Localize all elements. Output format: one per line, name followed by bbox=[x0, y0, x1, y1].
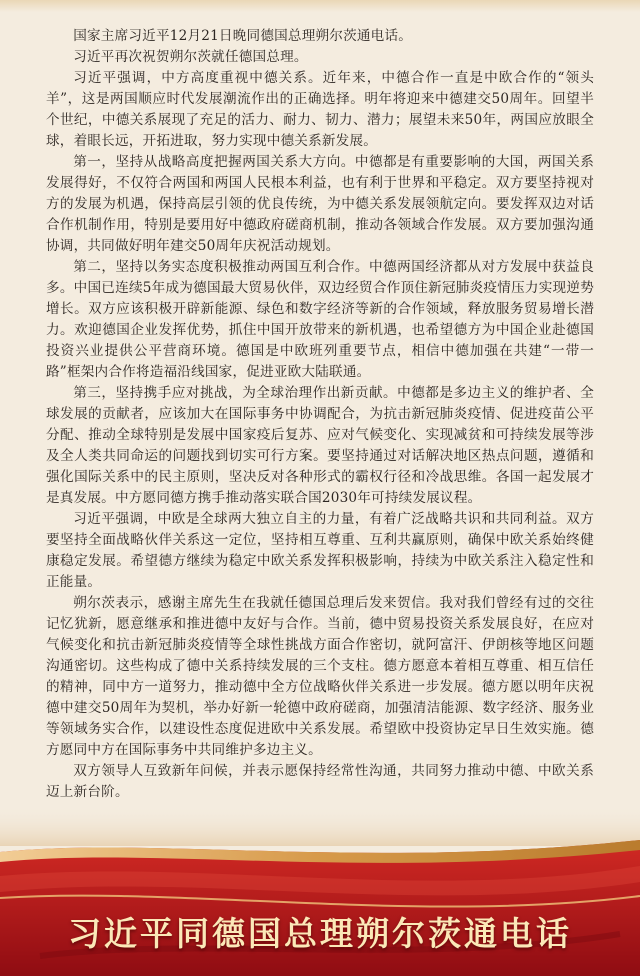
paragraph: 朔尔茨表示，感谢主席先生在我就任德国总理后发来贺信。我对我们曾经有过的交往记忆犹新，愿意继承和推进德中友好与合作。当前，德中贸易投资关系发展良好，在应对气候变化和抗击新冠肺炎疫情等全球性挑战方面合作密切，就阿富汗、伊朗核等地区问题沟通密切。这些构成了德中关系持续发展的三个支柱。德方愿意本着相互尊重、相互信任的精神，同中方一道努力，推动德中全方位战略伙伴关系进一步发展。德方愿以明年庆祝德中建交50周年为契机，举办好新一轮德中政府磋商，加强清洁能源、数字经济、服务业等领域务实合作，以建设性态度促进欧中关系发展。希望欧中投资协定早日生效实施。德方愿同中方在国际事务中共同维护多边主义。 bbox=[46, 595, 594, 758]
paragraph: 习近平强调，中欧是全球两大独立自主的力量，有着广泛战略共识和共同利益。双方要坚持全面战略伙伴关系这一定位，坚持相互尊重、互利共赢原则，确保中欧关系始终健康稳定发展。希望德方继续为稳定中欧关系发挥积极影响，持续为中欧关系注入稳定性和正能量。 bbox=[46, 511, 594, 590]
paragraph: 国家主席习近平12月21日晚同德国总理朔尔茨通电话。 bbox=[73, 28, 413, 44]
banner-title: 习近平同德国总理朔尔茨通电话 bbox=[68, 914, 572, 953]
article-body bbox=[46, 26, 594, 816]
paragraph: 第一，坚持从战略高度把握两国关系大方向。中德都是有重要影响的大国，两国关系发展得好，不仅符合两国和两国人民根本利益，也有利于世界和平稳定。双方要坚持视对方的发展为机遇，保持高层引领的优良传统，为中德关系发展领航定向。要发挥双边对话合作机制作用，特别是要用好中德政府磋商机制，推动各领域合作发展。双方要加强沟通协调，共同做好明年建交50周年庆祝活动规划。 bbox=[46, 154, 594, 254]
paragraph: 第二，坚持以务实态度积极推动两国互利合作。中德两国经济都从对方发展中获益良多。中国已连续5年成为德国最大贸易伙伴，双边经贸合作顶住新冠肺炎疫情压力实现逆势增长。双方应该积极开辟新能源、绿色和数字经济等新的合作领域，释放服务贸易增长潜力。欢迎德国企业发挥优势，抓住中国开放带来的新机遇，也希望德方为中国企业赴德国投资兴业提供公平营商环境。德国是中欧班列重要节点，相信中德加强在共建“一带一路”框架内合作将造福沿线国家，促进亚欧大陆联通。 bbox=[46, 259, 594, 380]
paragraph: 习近平强调，中方高度重视中德关系。近年来，中德合作一直是中欧合作的“领头羊”，这是两国顺应时代发展潮流作出的正确选择。明年将迎来中德建交50周年。回望半个世纪，中德关系展现了充足的活力、耐力、韧力、潜力；展望未来50年，两国应放眼全球，着眼长远，开拓进取，努力实现中德关系新发展。 bbox=[46, 70, 594, 149]
top-border bbox=[0, 0, 640, 12]
footer-banner bbox=[0, 806, 640, 976]
paragraph: 双方领导人互致新年问候，并表示愿保持经常性沟通，共同努力推动中德、中欧关系迈上新台阶。 bbox=[46, 763, 594, 800]
paragraph: 第三，坚持携手应对挑战，为全球治理作出新贡献。中德都是多边主义的维护者、全球发展的贡献者，应该加大在国际事务中协调配合，为抗击新冠肺炎疫情、促进疫苗公平分配、推动全球特别是发展中国家疫后复苏、应对气候变化、实现减贫和可持续发展等涉及全人类共同命运的问题找到切实可行方案。要坚持通过对话解决地区热点问题，遵循和强化国际关系中的民主原则，坚决反对各种形式的霸权行径和冷战思维。各国一起发展才是真发展。中方愿同德方携手推动落实联合国2030年可持续发展议程。 bbox=[46, 385, 594, 506]
paragraph: 习近平再次祝贺朔尔茨就任德国总理。 bbox=[73, 49, 308, 65]
